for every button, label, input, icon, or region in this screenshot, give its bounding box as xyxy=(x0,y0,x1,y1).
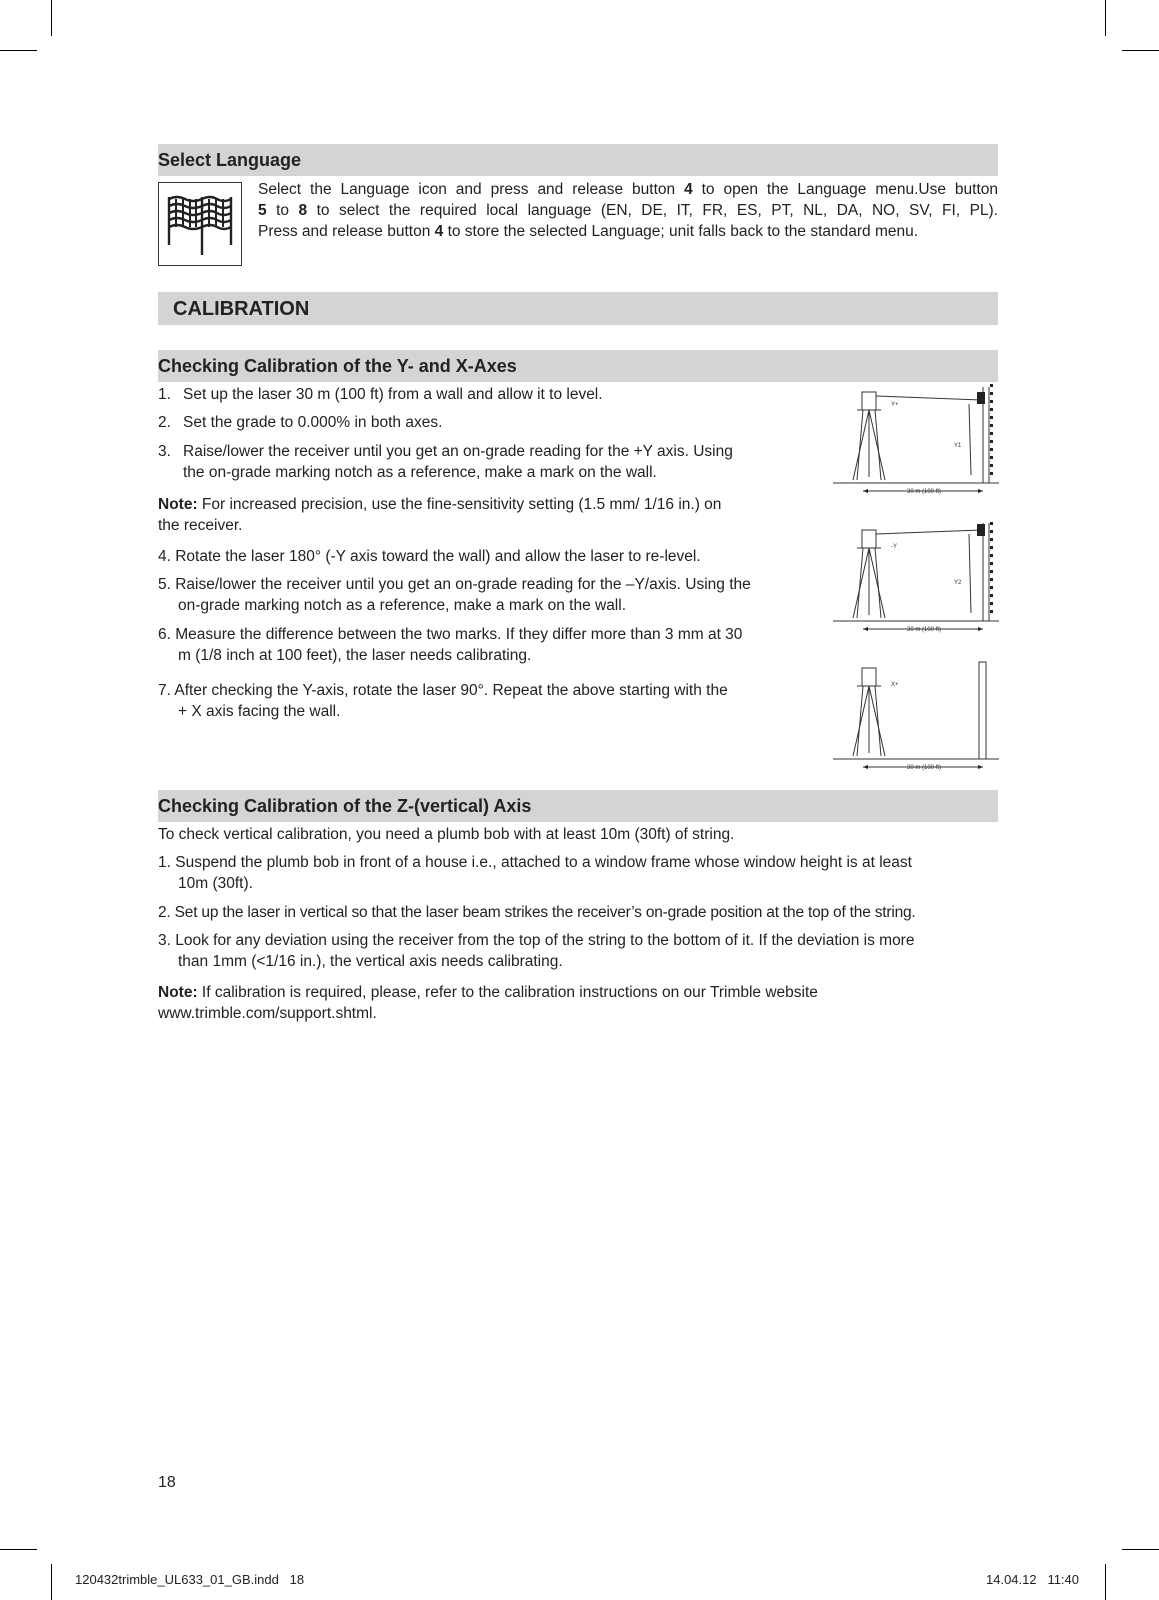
list-text: 4. Rotate the laser 180° (-Y axis toward the wall) and allow the laser to re-level. xyxy=(158,548,701,565)
list-text: Set the grade to 0.000% in both axes. xyxy=(183,414,443,431)
crop-mark xyxy=(0,1549,37,1550)
button-ref: 4 xyxy=(684,181,693,198)
paragraph: To check vertical calibration, you need a plumb bob with at least 10m (30ft) of string. xyxy=(158,826,735,843)
distance-label: 30 m (100 ft) xyxy=(907,489,942,495)
list-text: 7. After checking the Y-axis, rotate the laser 90°. Repeat the above starting with the xyxy=(158,682,728,699)
mark-label: Y1 xyxy=(954,443,962,449)
crop-mark xyxy=(1105,0,1106,36)
note-line xyxy=(158,982,998,1003)
list-item xyxy=(158,574,818,616)
intro-text xyxy=(158,824,998,845)
list-text: 1. Suspend the plumb bob in front of a house i.e., attached to a window frame whose window height is at least xyxy=(158,854,912,871)
list-item xyxy=(158,384,818,405)
note-line: the receiver. xyxy=(158,517,243,534)
text-run: to store the selected Language; unit falls back to the standard menu. xyxy=(443,223,919,240)
list-item xyxy=(158,680,818,722)
select-language-text xyxy=(258,179,998,242)
list-item xyxy=(158,441,818,483)
list-text: on-grade marking notch as a reference, make a mark on the wall. xyxy=(178,597,627,614)
diagram-y-minus xyxy=(833,520,1003,640)
text-run: Press and release button xyxy=(258,223,435,240)
list-text: Raise/lower the receiver until you get an on-grade reading for the +Y axis. Using xyxy=(183,443,733,460)
text-line xyxy=(258,221,998,242)
list-item xyxy=(158,412,818,433)
note-line xyxy=(158,494,818,515)
list-text: + X axis facing the wall. xyxy=(178,703,341,720)
list-text: m (1/8 inch at 100 feet), the laser needs calibrating. xyxy=(178,647,532,664)
note xyxy=(158,494,818,536)
note-text: If calibration is required, please, refer to the calibration instructions on our Trimble website xyxy=(197,984,818,1001)
list-text: than 1mm (<1/16 in.), the vertical axis needs calibrating. xyxy=(178,953,563,970)
distance-label: 30 m (100 ft) xyxy=(907,627,942,633)
text-run: to open the Language menu.Use button xyxy=(692,181,998,198)
note-line: www.trimble.com/support.shtml. xyxy=(158,1005,377,1022)
text-line xyxy=(258,179,998,200)
list-item xyxy=(158,624,818,666)
text-run: to xyxy=(266,202,299,219)
list-text: 3. Look for any deviation using the receiver from the top of the string to the bottom of it. If the deviation is more xyxy=(158,932,915,949)
section-header-select-language xyxy=(158,144,998,176)
heading-select-language: Select Language xyxy=(158,150,302,170)
crop-mark xyxy=(51,1564,52,1600)
list-number: 1. xyxy=(158,386,171,403)
footer-file: 120432trimble_UL633_01_GB.indd 18 xyxy=(75,1572,305,1587)
crop-mark xyxy=(1122,50,1159,51)
button-ref: 8 xyxy=(298,202,308,219)
list-item xyxy=(158,930,998,972)
diagram-x-plus xyxy=(833,658,1003,778)
list-item xyxy=(158,546,818,567)
list-number: 2. xyxy=(158,414,171,431)
button-ref: 5 xyxy=(258,202,267,219)
language-flags-icon xyxy=(158,182,242,266)
list-item xyxy=(158,902,998,923)
heading-calibration: CALIBRATION xyxy=(173,298,310,320)
note-label: Note: xyxy=(158,984,198,1001)
beam-label: -Y xyxy=(891,544,897,550)
section-header-z xyxy=(158,790,998,822)
crop-mark xyxy=(0,50,37,51)
section-header-xy xyxy=(158,350,998,382)
list-text: 2. Set up the laser in vertical so that the laser beam strikes the receiver’s on-grade position at the top of the string. xyxy=(158,904,916,921)
note xyxy=(158,982,998,1024)
distance-label: 30 m (100 ft) xyxy=(907,765,942,771)
heading-xy-axes: Checking Calibration of the Y- and X-Axes xyxy=(158,356,517,376)
note-text: For increased precision, use the fine-sensitivity setting (1.5 mm/ 1/16 in.) on xyxy=(197,496,722,513)
list-text: the on-grade marking notch as a reference, make a mark on the wall. xyxy=(183,464,657,481)
diagram-y-plus xyxy=(833,382,1003,502)
text-run: to select the required local language (EN, DE, IT, FR, ES, PT, NL, DA, NO, SV, FI, PL). xyxy=(307,202,998,219)
list-item xyxy=(158,852,998,894)
crop-mark xyxy=(51,0,52,36)
page-number: 18 xyxy=(158,1474,176,1491)
footer-date: 14.04.12 11:40 xyxy=(986,1572,1080,1587)
text-run: Select the Language icon and press and release button xyxy=(258,181,685,198)
mark-label: Y2 xyxy=(954,580,962,586)
beam-label: Y+ xyxy=(891,402,899,408)
button-ref: 4 xyxy=(434,223,444,240)
list-text: 5. Raise/lower the receiver until you get an on-grade reading for the –Y/axis. Using the xyxy=(158,576,751,593)
list-text: 10m (30ft). xyxy=(178,875,253,892)
beam-label: X+ xyxy=(891,682,899,688)
list-number: 3. xyxy=(158,443,171,460)
note-label: Note: xyxy=(158,496,198,513)
heading-z-axis: Checking Calibration of the Z-(vertical) Axis xyxy=(158,796,532,816)
section-header-calibration xyxy=(158,292,998,325)
crop-mark xyxy=(1122,1549,1159,1550)
list-text: Set up the laser 30 m (100 ft) from a wall and allow it to level. xyxy=(183,386,603,403)
list-text: 6. Measure the difference between the two marks. If they differ more than 3 mm at 30 xyxy=(158,626,743,643)
crop-mark xyxy=(1105,1564,1106,1600)
text-line xyxy=(258,200,998,221)
